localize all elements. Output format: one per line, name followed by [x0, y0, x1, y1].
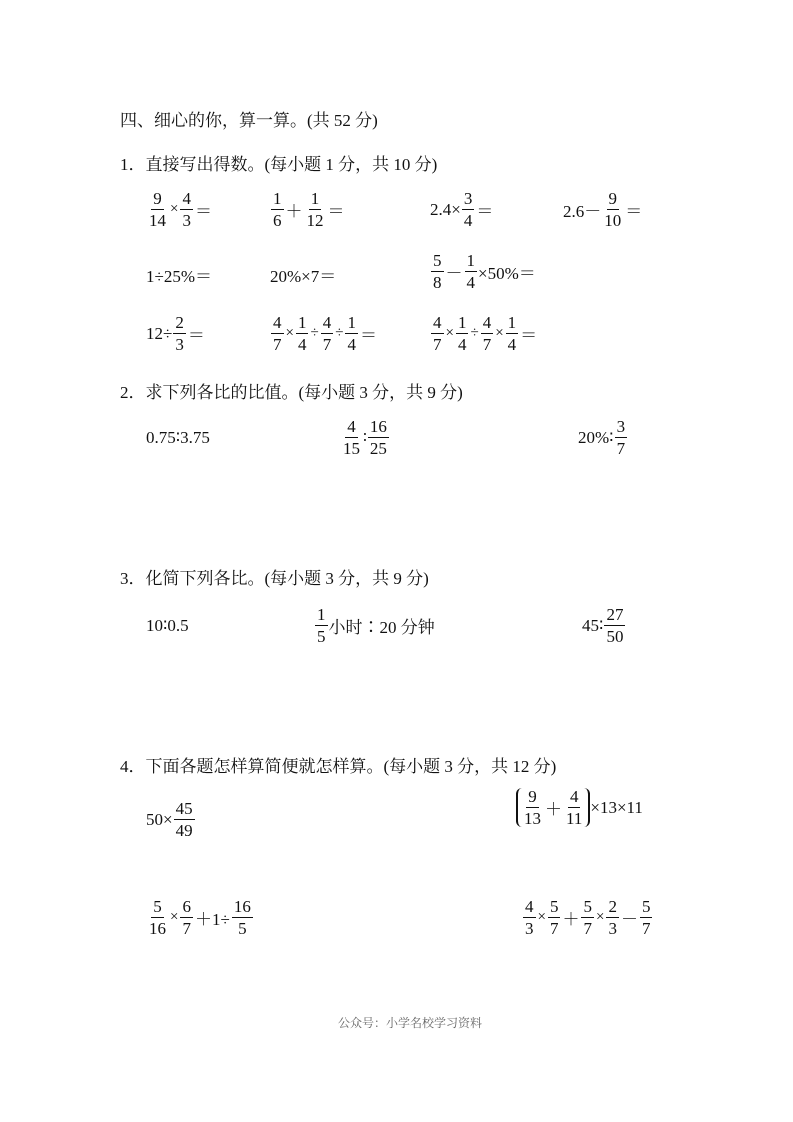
denominator: 6: [273, 211, 282, 230]
fraction: [602, 190, 623, 229]
operator: ×: [495, 325, 504, 341]
numerator: 4: [482, 313, 492, 332]
fraction: [147, 190, 168, 229]
fraction: [180, 898, 193, 937]
equals: ＝: [359, 326, 377, 345]
numerator: 2: [608, 897, 617, 916]
denominator: 49: [175, 821, 193, 840]
q2-expr-c1: [146, 428, 210, 448]
q1-expr-r1c4: [563, 190, 643, 229]
fraction: [481, 314, 494, 353]
denominator: 50: [606, 627, 624, 646]
denominator: 7: [322, 335, 332, 354]
fraction: [604, 606, 625, 645]
denominator: 4: [507, 335, 517, 354]
q4-expr-c4: [522, 898, 653, 937]
fraction: [321, 314, 334, 353]
equals: ＝: [625, 202, 643, 221]
equals: ＝: [476, 202, 494, 221]
q1-expr-r3c2: [270, 314, 378, 353]
denominator: 8: [433, 273, 442, 292]
denominator: 4: [457, 335, 467, 354]
denominator: 7: [616, 439, 626, 458]
fraction: [315, 606, 328, 645]
fraction: [271, 190, 284, 229]
operator: ×: [285, 325, 294, 341]
denominator: 3: [182, 211, 191, 230]
numerator: 16: [369, 417, 387, 436]
numerator: 2: [175, 313, 184, 332]
fraction: [523, 898, 536, 937]
operator: ÷: [335, 325, 344, 341]
numerator: 1: [310, 189, 320, 208]
numerator: 4: [525, 897, 534, 916]
numerator: 5: [153, 897, 162, 916]
operator: ×: [537, 909, 546, 925]
numerator: 3: [463, 189, 473, 208]
operator: ＋: [545, 800, 562, 819]
fraction: [456, 314, 469, 353]
numerator: 1: [347, 313, 356, 332]
numerator: 4: [273, 313, 282, 332]
q2-expr-c2: [340, 418, 390, 457]
expr-prefix: 12÷: [146, 323, 173, 343]
numerator: 1: [317, 605, 326, 624]
numerator: 5: [549, 897, 559, 916]
expr-prefix: 20%∶: [578, 427, 614, 447]
parentheses: [516, 788, 590, 827]
q1-expr-r2c2: [270, 262, 336, 287]
q1-expr-r1c1: [146, 190, 213, 229]
fraction: [548, 898, 561, 937]
fraction: [271, 314, 284, 353]
denominator: 7: [482, 335, 492, 354]
q4-expr-c3: [146, 898, 254, 937]
q3-title: 3．化简下列各比。(每小题 3 分，共 9 分): [120, 569, 429, 588]
operator: ÷: [470, 325, 479, 341]
q4-expr-c1: [146, 800, 196, 839]
fraction: [173, 314, 186, 353]
fraction: [431, 252, 444, 291]
fraction: [174, 800, 195, 839]
expr-prefix: 45∶: [582, 615, 604, 635]
denominator: 3: [525, 919, 534, 938]
denominator: 7: [583, 919, 592, 938]
numerator: 5: [583, 897, 592, 916]
operator: ×: [170, 909, 179, 925]
fraction: [462, 190, 475, 229]
denominator: 7: [549, 919, 559, 938]
expr-text: 0.75∶3.75: [146, 428, 210, 447]
q1-expr-r3c1: [146, 314, 206, 353]
denominator: 10: [604, 211, 622, 230]
equals: ＝: [520, 326, 538, 345]
operator: －: [620, 910, 638, 929]
numerator: 27: [606, 605, 624, 624]
fraction: [431, 314, 444, 353]
denominator: 25: [369, 439, 387, 458]
operator: －: [445, 264, 463, 283]
q1-expr-r3c3: [430, 314, 538, 353]
fraction: [345, 314, 358, 353]
numerator: 4: [347, 417, 356, 436]
fraction: [640, 898, 653, 937]
expr-text: 1÷25%＝: [146, 267, 212, 286]
equals: ＝: [327, 202, 345, 221]
fraction: [305, 190, 326, 229]
q1-expr-r2c3: [430, 252, 536, 291]
expr-suffix: 小时∶20 分钟: [328, 618, 435, 637]
q3-expr-c2: [314, 606, 435, 645]
fraction: [606, 898, 619, 937]
q3-expr-c1: [146, 616, 189, 636]
numerator: 45: [175, 799, 193, 818]
denominator: 7: [273, 335, 282, 354]
fraction: [368, 418, 389, 457]
denominator: 7: [182, 919, 191, 938]
numerator: 4: [182, 189, 191, 208]
denominator: 3: [175, 335, 184, 354]
denominator: 7: [433, 335, 442, 354]
ratio-sign: ∶: [363, 430, 367, 446]
numerator: 1: [457, 313, 467, 332]
q1-expr-r1c2: [270, 190, 346, 229]
denominator: 5: [238, 919, 247, 938]
expr-text: 20%×7＝: [270, 267, 337, 286]
numerator: 5: [433, 251, 442, 270]
denominator: 12: [306, 211, 324, 230]
numerator: 4: [569, 787, 579, 806]
operator: ＋: [285, 202, 303, 221]
operator: ×: [170, 201, 179, 217]
numerator: 9: [528, 787, 537, 806]
fraction: [564, 788, 584, 827]
q2-expr-c3: [578, 418, 628, 457]
numerator: 5: [641, 897, 651, 916]
section-title: 四、细心的你，算一算。(共 52 分): [120, 111, 378, 130]
q4-title: 4．下面各题怎样算简便就怎样算。(每小题 3 分，共 12 分): [120, 757, 557, 776]
operator: ÷: [310, 325, 319, 341]
numerator: 1: [273, 189, 282, 208]
equals: ＝: [194, 202, 212, 221]
fraction: [296, 314, 309, 353]
q1-expr-r1c3: [430, 190, 494, 229]
q3-expr-c3: [582, 606, 626, 645]
fraction: [147, 898, 168, 937]
fraction: [615, 418, 628, 457]
numerator: 3: [616, 417, 626, 436]
operator: ×: [595, 909, 605, 925]
q1-title: 1．直接写出得数。(每小题 1 分，共 10 分): [120, 155, 438, 174]
denominator: 4: [347, 335, 356, 354]
fraction: [506, 314, 519, 353]
denominator: 15: [343, 439, 360, 458]
denominator: 4: [297, 335, 307, 354]
denominator: 4: [466, 273, 475, 292]
denominator: 5: [317, 627, 326, 646]
denominator: 13: [524, 809, 541, 828]
fraction: [465, 252, 478, 291]
denominator: 7: [641, 919, 651, 938]
expr-suffix: ×13×11: [590, 797, 643, 817]
numerator: 16: [233, 897, 251, 916]
numerator: 4: [322, 313, 332, 332]
expr-prefix: 2.6－: [563, 202, 602, 221]
expr-suffix: ×50%＝: [478, 264, 536, 283]
numerator: 4: [433, 313, 442, 332]
fraction: [522, 788, 543, 827]
equals: ＝: [187, 326, 205, 345]
denominator: 14: [149, 211, 166, 230]
expr-prefix: 50×: [146, 809, 173, 829]
fraction: [180, 190, 193, 229]
fraction: [232, 898, 253, 937]
denominator: 11: [566, 809, 583, 828]
operator: ＋: [562, 910, 580, 929]
operator: ＋1÷: [194, 910, 230, 929]
numerator: 1: [507, 313, 517, 332]
q1-expr-r2c1: [146, 262, 212, 287]
expr-prefix: 2.4×: [430, 199, 461, 219]
denominator: 4: [463, 211, 473, 230]
expr-text: 10∶0.5: [146, 616, 189, 635]
numerator: 6: [182, 897, 191, 916]
footer-text: 公众号：小学名校学习资料: [338, 1016, 483, 1030]
operator: ×: [445, 325, 454, 341]
denominator: 3: [608, 919, 617, 938]
fraction: [581, 898, 594, 937]
numerator: 1: [297, 313, 307, 332]
fraction: [341, 418, 362, 457]
q4-expr-c2: [516, 788, 643, 827]
q2-title: 2．求下列各比的比值。(每小题 3 分，共 9 分): [120, 383, 463, 402]
denominator: 16: [149, 919, 166, 938]
numerator: 9: [608, 189, 617, 208]
numerator: 1: [466, 251, 475, 270]
numerator: 9: [153, 189, 162, 208]
